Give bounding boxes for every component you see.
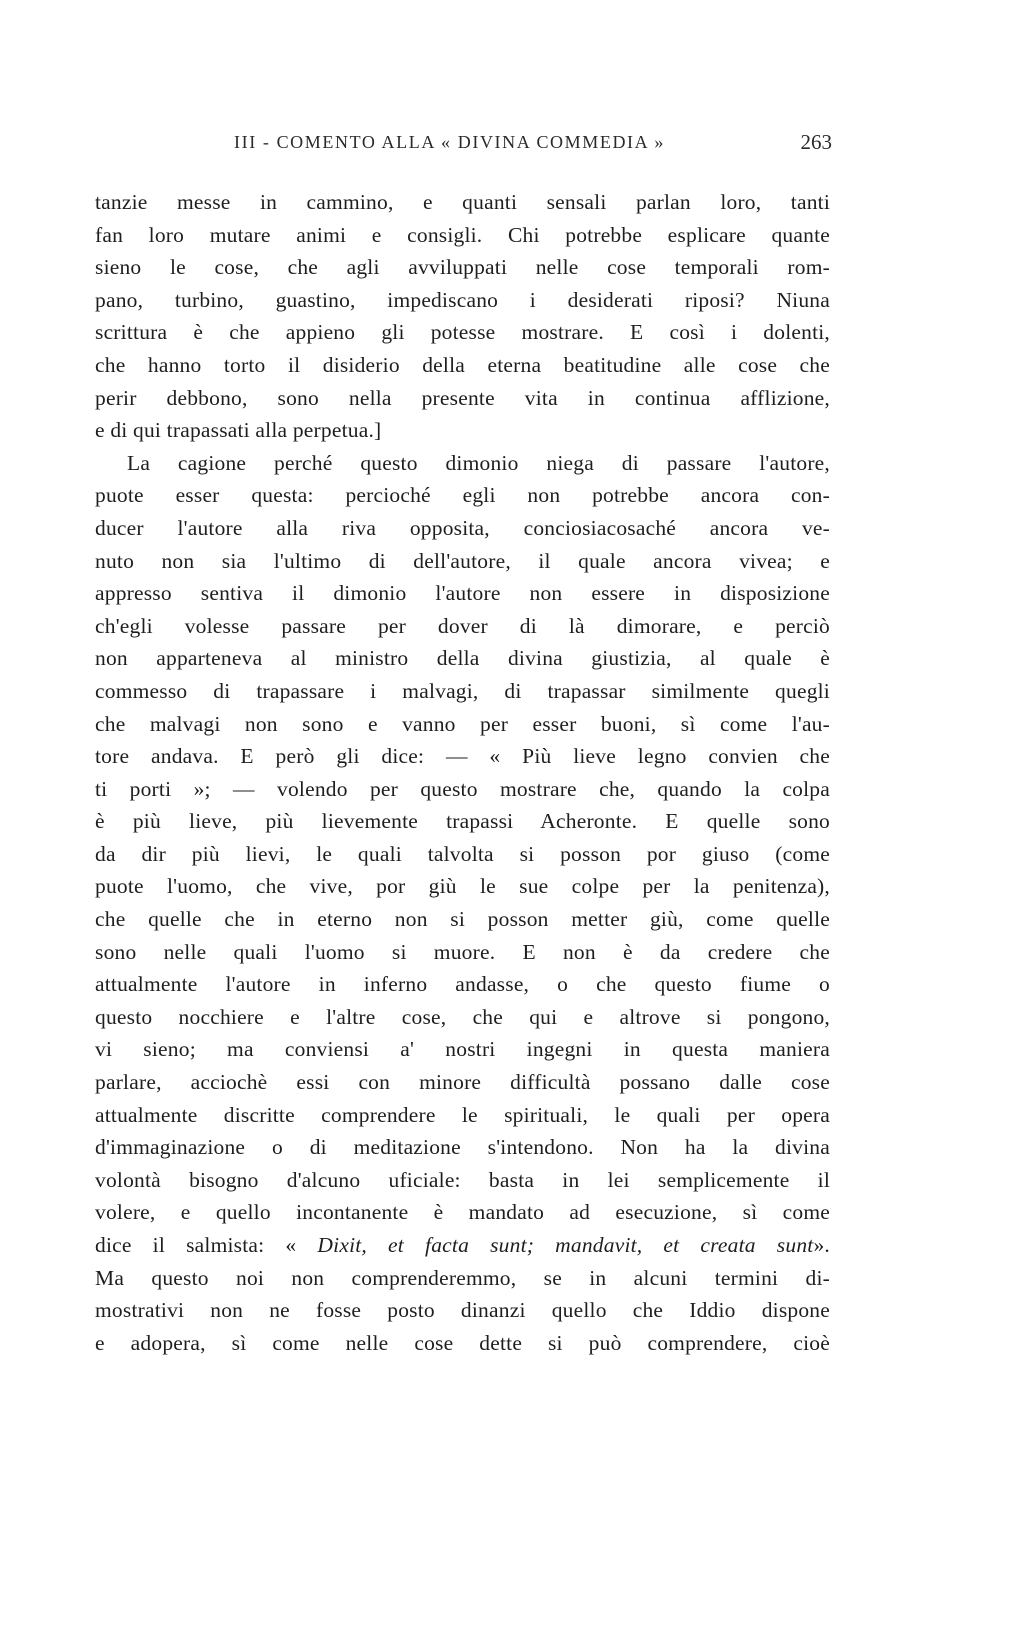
text-line: mostrativi non ne fosse posto dinanzi quello che Iddio dispone: [95, 1298, 830, 1323]
text-line: tore andava. E però gli dice: — « Più lieve legno convien che: [95, 744, 830, 769]
text-line: pano, turbino, guastino, impediscano i desiderati riposi? Niuna: [95, 287, 830, 312]
quote-suffix: ».: [813, 1233, 830, 1257]
text-line: ducer l'autore alla riva opposita, conciosiacosaché ancora ve-: [95, 515, 830, 540]
text-line: tanzie messe in cammino, e quanti sensali parlan loro, tanti: [95, 190, 830, 214]
text-line: Ma questo noi non comprenderemmo, se in alcuni termini di-: [95, 1265, 830, 1290]
text-line: che quelle che in eterno non si posson metter giù, come quelle: [95, 907, 830, 932]
latin-quote-line: [95, 1229, 830, 1262]
text-line: ch'egli volesse passare per dover di là dimorare, e perciò: [95, 613, 830, 638]
text-line: puote l'uomo, che vive, por giù le sue colpe per la penitenza),: [95, 874, 830, 899]
running-header: [92, 132, 832, 162]
text-line: sieno le cose, che agli avviluppati nelle cose temporali rom-: [95, 255, 830, 280]
text-line: sono nelle quali l'uomo si muore. E non è da credere che: [95, 939, 830, 964]
text-line: attualmente l'autore in inferno andasse, o che questo fiume o: [95, 972, 830, 997]
text-line: parlare, acciochè essi con minore difficultà possano dalle cose: [95, 1070, 830, 1095]
text-line: volontà bisogno d'alcuno uficiale: basta in lei semplicemente il: [95, 1167, 830, 1192]
text-line: vi sieno; ma conviensi a' nostri ingegni in questa maniera: [95, 1037, 830, 1062]
text-line: scrittura è che appieno gli potesse mostrare. E così i dolenti,: [95, 320, 830, 345]
text-line: e adopera, sì come nelle cose dette si può comprendere, cioè: [95, 1330, 830, 1355]
text-line: ti porti »; — volendo per questo mostrare che, quando la colpa: [95, 776, 830, 801]
text-line: fan loro mutare animi e consigli. Chi potrebbe esplicare quante: [95, 222, 830, 247]
text-line: puote esser questa: percioché egli non potrebbe ancora con-: [95, 483, 830, 508]
body-text: [95, 186, 830, 1359]
text-line: da dir più lievi, le quali talvolta si posson por giuso (come: [95, 841, 830, 866]
text-line: appresso sentiva il dimonio l'autore non essere in disposizione: [95, 581, 830, 606]
text-line: nuto non sia l'ultimo di dell'autore, il quale ancora vivea; e: [95, 548, 830, 573]
text-line: che malvagi non sono e vanno per esser buoni, sì come l'au-: [95, 711, 830, 736]
text-line: perir debbono, sono nella presente vita in continua afflizione,: [95, 385, 830, 410]
text-line: che hanno torto il disiderio della eterna beatitudine alle cose che: [95, 352, 830, 377]
text-line: commesso di trapassare i malvagi, di trapassar similmente quegli: [95, 678, 830, 703]
page-number: 263: [800, 130, 832, 154]
chapter-title: III - COMENTO ALLA « DIVINA COMMEDIA »: [234, 132, 665, 152]
text-line: d'immaginazione o di meditazione s'intendono. Non ha la divina: [95, 1135, 830, 1160]
latin-quote: Dixit, et facta sunt; mandavit, et creata sunt: [317, 1233, 814, 1257]
paragraph-start-line: La cagione perché questo dimonio niega di passare l'autore,: [127, 450, 830, 475]
text-line: e di qui trapassati alla perpetua.]: [95, 418, 382, 443]
text-line: è più lieve, più lievemente trapassi Acheronte. E quelle sono: [95, 809, 830, 834]
text-line: volere, e quello incontanente è mandato ad esecuzione, sì come: [95, 1200, 830, 1225]
text-line: attualmente discritte comprendere le spirituali, le quali per opera: [95, 1102, 830, 1127]
quote-prefix: dice il salmista: «: [95, 1233, 318, 1257]
text-line: questo nocchiere e l'altre cose, che qui e altrove si pongono,: [95, 1004, 830, 1029]
text-line: non apparteneva al ministro della divina giustizia, al quale è: [95, 646, 830, 671]
